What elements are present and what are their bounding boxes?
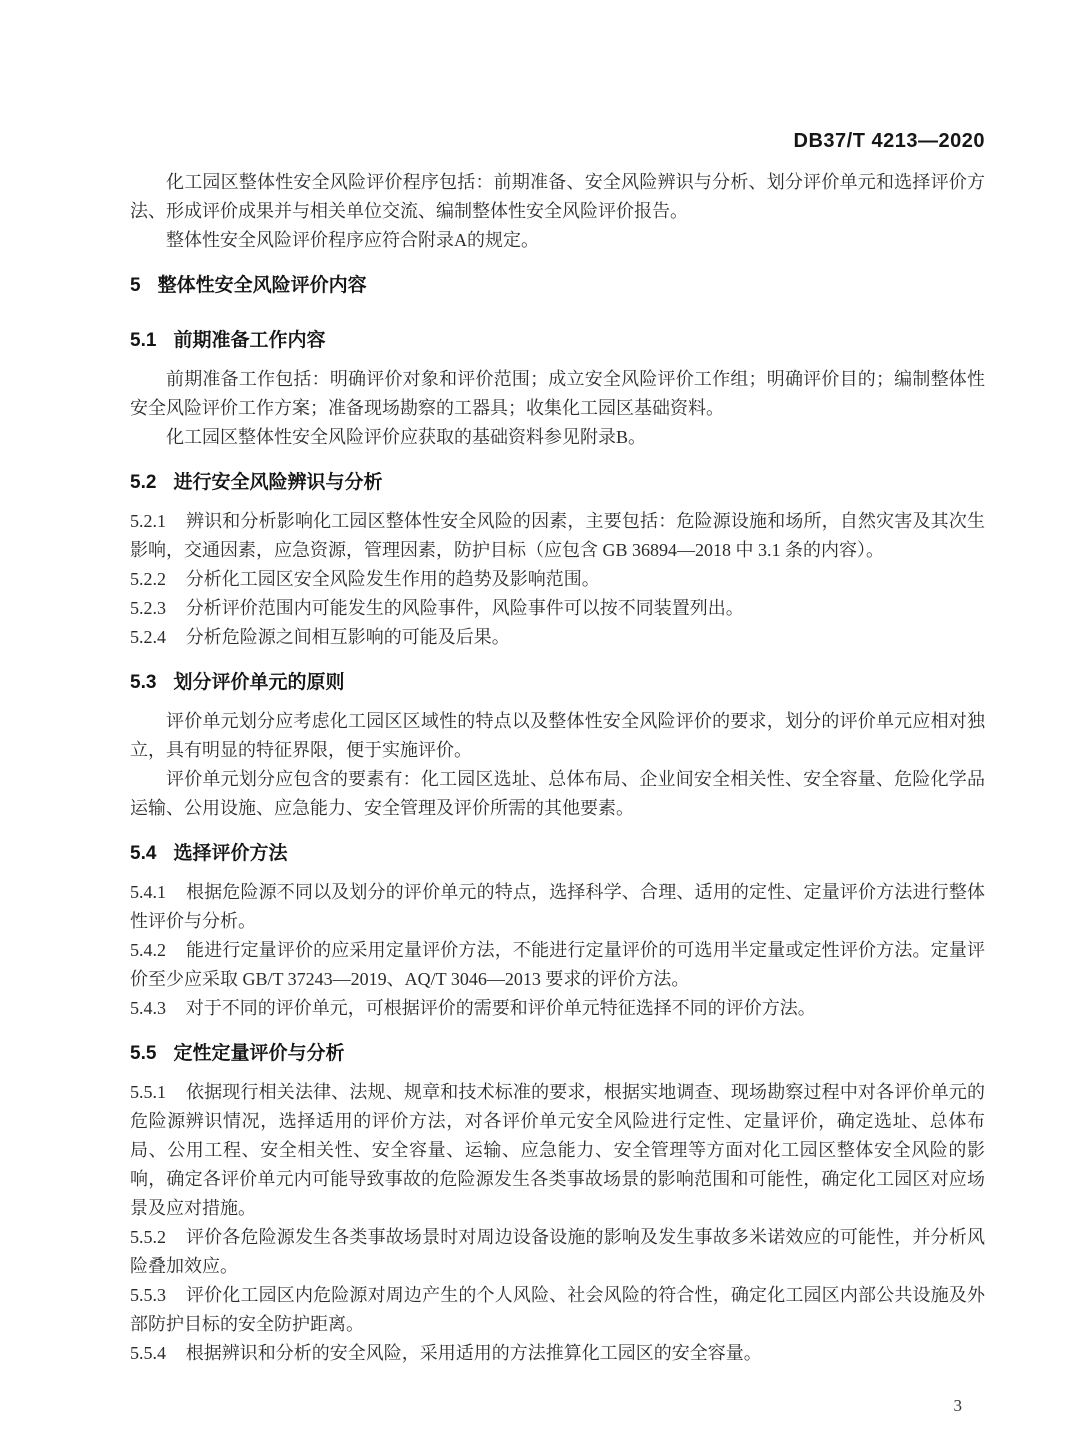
clause-number: 5.5.1	[130, 1082, 166, 1102]
heading-title: 选择评价方法	[173, 843, 288, 864]
clause-number: 5.4.2	[130, 940, 166, 960]
paragraph: 化工园区整体性安全风险评价程序包括：前期准备、安全风险辨识与分析、划分评价单元和选择评价方法、形成评价成果并与相关单位交流、编制整体性安全风险评价报告。	[130, 172, 985, 221]
section-heading-5.2	[130, 468, 985, 497]
clause-5.2.2	[130, 565, 985, 594]
clause-5.2.3	[130, 594, 985, 623]
clause-text: 辨识和分析影响化工园区整体性安全风险的因素，主要包括：危险源设施和场所，自然灾害及其次生影响，交通因素，应急资源，管理因素，防护目标（应包含 GB 36894—2018 中 3.1 条的内容）。	[130, 511, 985, 560]
clause-5.5.2	[130, 1223, 985, 1281]
clause-5.5.3	[130, 1281, 985, 1339]
document-body	[130, 168, 985, 1368]
clause-text: 评价各危险源发生各类事故场景时对周边设备设施的影响及发生事故多米诺效应的可能性，并分析风险叠加效应。	[130, 1227, 985, 1276]
heading-number: 5.5	[130, 1043, 157, 1064]
heading-title: 进行安全风险辨识与分析	[173, 472, 383, 493]
clause-number: 5.5.4	[130, 1343, 166, 1363]
clause-text: 评价化工园区内危险源对周边产生的个人风险、社会风险的符合性，确定化工园区内部公共设施及外部防护目标的安全防护距离。	[130, 1285, 985, 1334]
heading-number: 5.3	[130, 672, 157, 693]
clause-5.4.2	[130, 936, 985, 994]
clause-text: 分析化工园区安全风险发生作用的趋势及影响范围。	[185, 569, 600, 589]
clause-text: 分析危险源之间相互影响的可能及后果。	[185, 627, 510, 647]
clause-text: 根据辨识和分析的安全风险，采用适用的方法推算化工园区的安全容量。	[185, 1343, 762, 1363]
clause-5.2.1	[130, 507, 985, 565]
section-heading-5.5	[130, 1039, 985, 1068]
clause-5.2.4	[130, 623, 985, 652]
paragraph: 整体性安全风险评价程序应符合附录A的规定。	[166, 230, 539, 250]
heading-number: 5	[130, 275, 141, 296]
section-heading-5.3	[130, 668, 985, 697]
clause-number: 5.4.3	[130, 998, 166, 1018]
clause-number: 5.2.1	[130, 511, 166, 531]
heading-number: 5.4	[130, 843, 157, 864]
clause-5.4.3	[130, 994, 985, 1023]
clause-number: 5.5.2	[130, 1227, 166, 1247]
paragraph: 前期准备工作包括：明确评价对象和评价范围；成立安全风险评价工作组；明确评价目的；编制整体性安全风险评价工作方案；准备现场勘察的工器具；收集化工园区基础资料。	[130, 369, 985, 418]
heading-title: 划分评价单元的原则	[173, 672, 345, 693]
clause-text: 依据现行相关法律、法规、规章和技术标准的要求，根据实地调查、现场勘察过程中对各评价单元的危险源辨识情况，选择适用的评价方法，对各评价单元安全风险进行定性、定量评价，确定选址、总体布局、公用工程、安全相关性、安全容量、运输、应急能力、安全管理等方面对化工园区整体安全风险的影响，确定各评价单元内可能导致事故的危险源发生各类事故场景的影响范围和可能性，确定化工园区对应场景及应对措施。	[130, 1082, 985, 1218]
clause-5.5.4	[130, 1339, 985, 1368]
clause-number: 5.2.4	[130, 627, 166, 647]
paragraph: 评价单元划分应包含的要素有：化工园区选址、总体布局、企业间安全相关性、安全容量、危险化学品运输、公用设施、应急能力、安全管理及评价所需的其他要素。	[130, 769, 985, 818]
clause-text: 对于不同的评价单元，可根据评价的需要和评价单元特征选择不同的评价方法。	[185, 998, 816, 1018]
clause-number: 5.2.2	[130, 569, 166, 589]
clause-text: 能进行定量评价的应采用定量评价方法，不能进行定量评价的可选用半定量或定性评价方法。定量评价至少应采取 GB/T 37243—2019、AQ/T 3046—2013 要求的评价方法。	[130, 940, 985, 989]
standard-code-header: DB37/T 4213—2020	[793, 130, 985, 152]
paragraph: 化工园区整体性安全风险评价应获取的基础资料参见附录B。	[166, 427, 647, 447]
clause-number: 5.2.3	[130, 598, 166, 618]
heading-title: 定性定量评价与分析	[173, 1043, 345, 1064]
clause-5.5.1	[130, 1078, 985, 1223]
heading-number: 5.2	[130, 472, 157, 493]
section-heading-5.1	[130, 326, 985, 355]
heading-title: 整体性安全风险评价内容	[157, 275, 367, 296]
clause-number: 5.5.3	[130, 1285, 166, 1305]
section-heading-5	[130, 271, 985, 300]
clause-text: 根据危险源不同以及划分的评价单元的特点，选择科学、合理、适用的定性、定量评价方法进行整体性评价与分析。	[130, 882, 985, 931]
heading-number: 5.1	[130, 330, 157, 351]
section-heading-5.4	[130, 839, 985, 868]
clause-text: 分析评价范围内可能发生的风险事件，风险事件可以按不同装置列出。	[185, 598, 744, 618]
heading-title: 前期准备工作内容	[173, 330, 326, 351]
clause-number: 5.4.1	[130, 882, 166, 902]
clause-5.4.1	[130, 878, 985, 936]
page-number: 3	[953, 1396, 962, 1415]
paragraph: 评价单元划分应考虑化工园区区域性的特点以及整体性安全风险评价的要求，划分的评价单元应相对独立，具有明显的特征界限，便于实施评价。	[130, 711, 985, 760]
